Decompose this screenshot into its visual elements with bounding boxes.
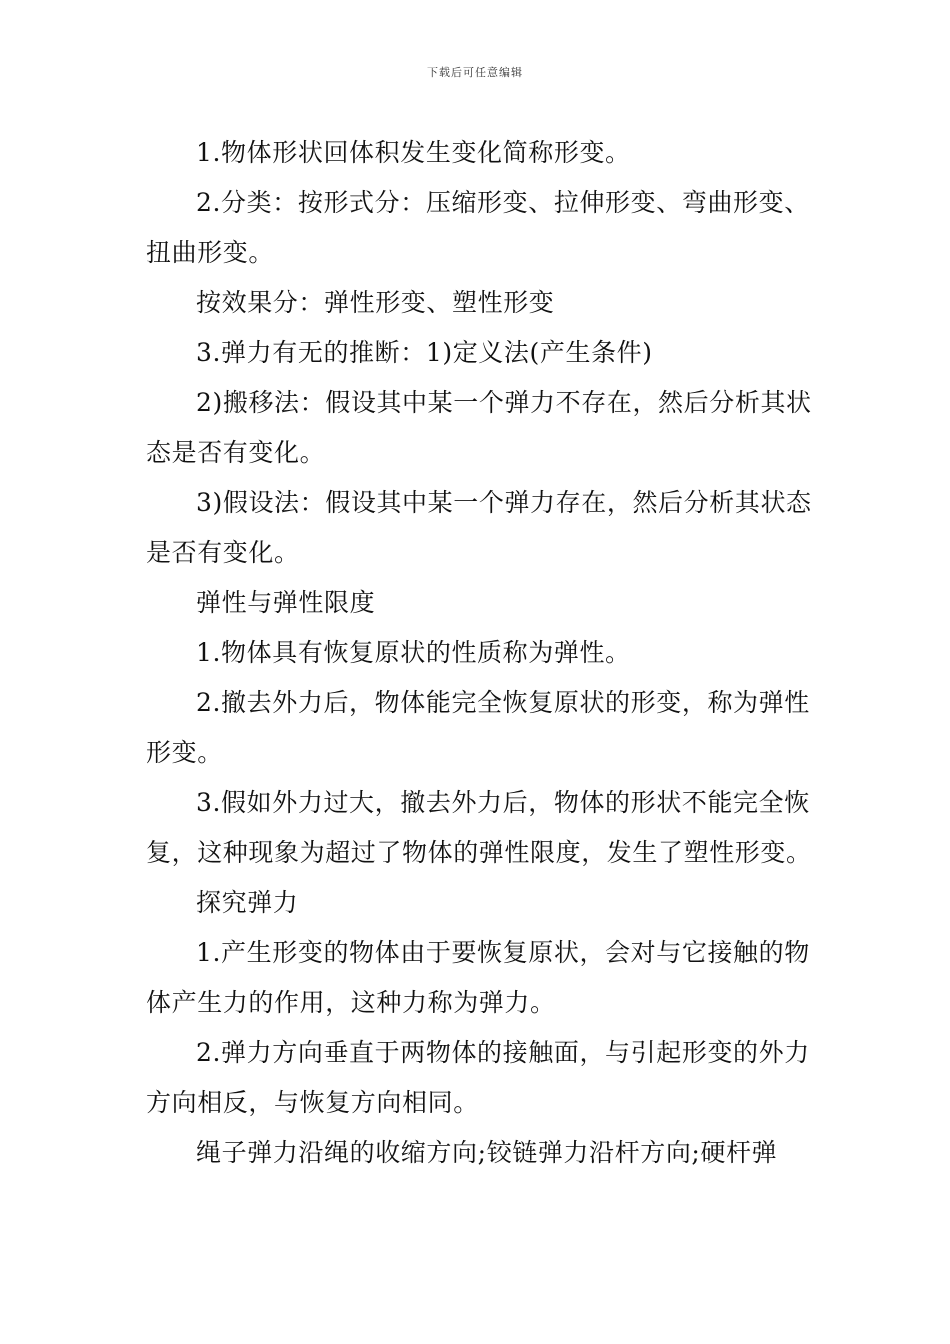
section-heading: 弹性与弹性限度 [196,588,376,617]
paragraph: 2.分类：按形式分：压缩形变、拉伸形变、弯曲形变、扭曲形变。 [146,188,810,267]
section-heading: 探究弹力 [196,888,299,917]
paragraph: 2.撤去外力后，物体能完全恢复原状的形变，称为弹性形变。 [146,688,810,767]
paragraph: 2)搬移法：假设其中某一个弹力不存在，然后分析其状态是否有变化。 [146,388,812,467]
paragraph: 3)假设法：假设其中某一个弹力存在，然后分析其状态是否有变化。 [146,488,812,567]
page-header-note: 下载后可任意编辑 [427,66,523,79]
paragraph: 3.假如外力过大，撤去外力后，物体的形状不能完全恢复，这种现象为超过了物体的弹性限度，发生了塑性形变。 [146,788,812,867]
paragraph: 绳子弹力沿绳的收缩方向;铰链弹力沿杆方向;硬杆弹 [196,1138,778,1167]
paragraph: 2.弹力方向垂直于两物体的接触面，与引起形变的外力方向相反，与恢复方向相同。 [146,1038,810,1117]
paragraph: 1.产生形变的物体由于要恢复原状，会对与它接触的物体产生力的作用，这种力称为弹力。 [146,938,810,1017]
paragraph: 3.弹力有无的推断：1)定义法(产生条件) [196,338,653,367]
document-body [146,128,818,1178]
paragraph: 按效果分：弹性形变、塑性形变 [196,288,555,317]
paragraph: 1.物体形状回体积发生变化简称形变。 [196,138,631,167]
paragraph: 1.物体具有恢复原状的性质称为弹性。 [196,638,631,667]
